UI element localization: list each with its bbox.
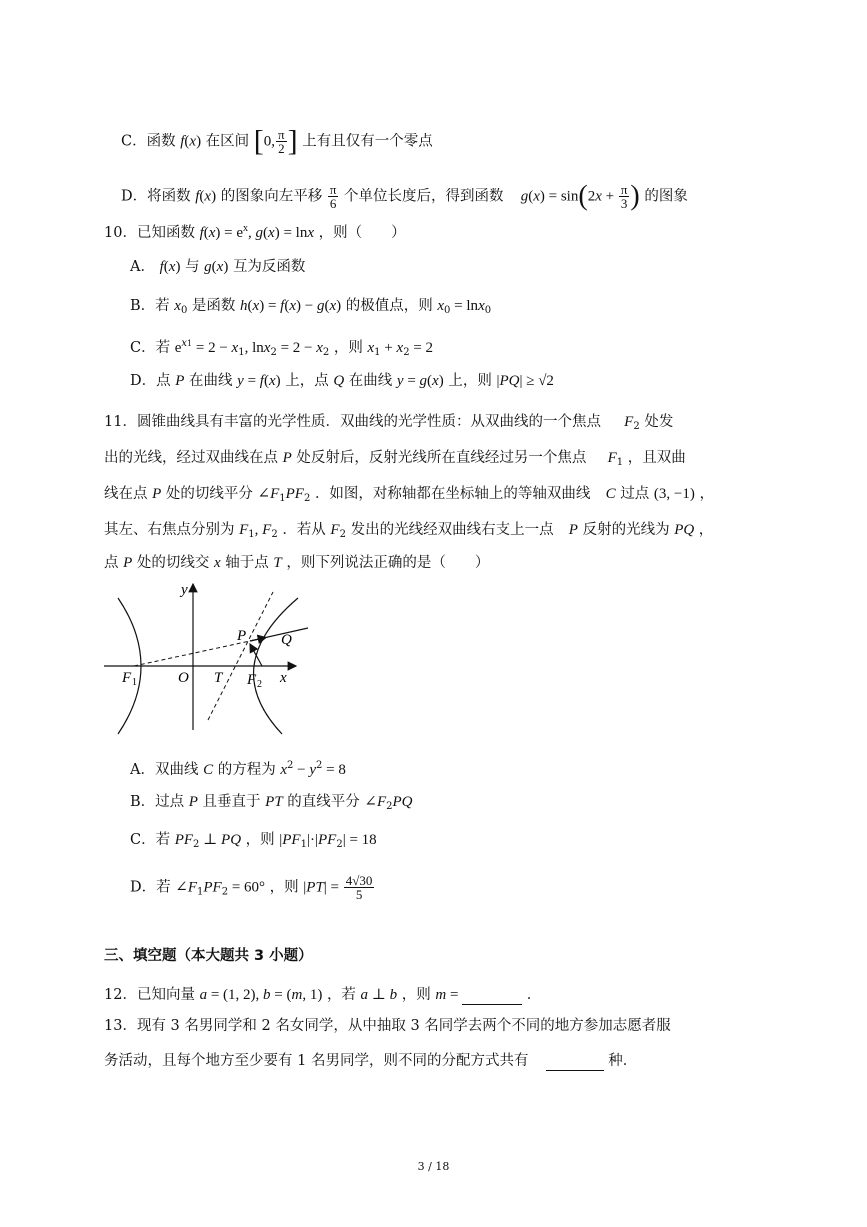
label-q: Q bbox=[281, 632, 292, 648]
q10-option-b: B．若 $x_0$ 是函数 h(x) = f(x) − g(x) 的极值点，则 $x_0 = \ln x_0$ bbox=[130, 298, 492, 316]
q9-option-c: C．函数 f(x) 在区间 [0, $\frac{\pi}{2}$ ] 上有且仅有一个零点 bbox=[121, 124, 433, 158]
q9-option-d: D．将函数 f(x) 的图象向左平移 $\frac{\pi}{6}$ 个单位长度后，得到函数 g(x) = sin(2x + $\frac{\pi}{3}$ ) 的图象 bbox=[121, 180, 688, 212]
q12-answer-blank[interactable] bbox=[462, 988, 522, 1005]
label-o: O bbox=[178, 670, 189, 686]
q11-line-1: 11．圆锥曲线具有丰富的光学性质．双曲线的光学性质：从双曲线的一个焦点 $F_2$ 处发 bbox=[104, 414, 674, 432]
q10-option-d: D．点 P 在曲线 y = f(x) 上，点 Q 在曲线 y = g(x) 上，则 |PQ| ≥ √2 bbox=[130, 373, 554, 389]
q10-option-a: A． f(x) 与 g(x) 互为反函数 bbox=[130, 259, 306, 275]
q13-answer-blank[interactable] bbox=[546, 1054, 604, 1071]
hyperbola-figure bbox=[100, 578, 310, 738]
q11-line-2: 出的光线，经过双曲线在点 P 处反射后，反射光线所在直线经过另一个焦点 $F_1$ ，且双曲 bbox=[104, 450, 686, 468]
q11-option-a: A．双曲线 C 的方程为 $x^2 - y^2 = 8$ bbox=[130, 760, 346, 778]
section-3-heading: 三、填空题（本大题共 3 小题） bbox=[104, 948, 313, 964]
ray-f1-to-p bbox=[134, 641, 250, 666]
label-f1: F bbox=[122, 670, 132, 686]
q11-option-d: D．若 $\angle F_1PF_2 = 60^\circ$ ，则 |PT| = $\frac{4√30}{5}$ bbox=[130, 873, 373, 902]
q11-line-4: 其左、右焦点分别为 $F_1$, $F_2$ ．若从 $F_2$ 发出的光线经双曲线右支上一点 P 反射的光线为 PQ ， bbox=[104, 522, 714, 540]
label-y: y bbox=[181, 582, 188, 598]
tangent-line bbox=[208, 592, 273, 720]
page-number: 3 / 18 bbox=[417, 1160, 450, 1173]
q11-option-c: C．若 $PF_2$ ⊥ PQ ，则 $|PF_1|\cdot|PF_2| = 18$ bbox=[130, 832, 377, 850]
label-t: T bbox=[214, 670, 223, 686]
q11-line-3: 线在点 P 处的切线平分 $\angle F_1PF_2$ ．如图，对称轴都在坐标轴上的等轴双曲线 C 过点 (3, −1) ， bbox=[104, 486, 714, 504]
q11-option-b: B．过点 P 且垂直于 PT 的直线平分 $\angle F_2PQ$ bbox=[130, 794, 413, 812]
ray-f2-to-p bbox=[250, 644, 262, 666]
q11-line-5: 点 P 处的切线交 x 轴于点 T ，则下列说法正确的是（ ） bbox=[104, 555, 490, 571]
q13-line-1: 13．现有 3 名男同学和 2 名女同学，从中抽取 3 名同学去两个不同的地方参加志愿者服 bbox=[104, 1018, 671, 1034]
q10-option-c: C．若 $e^{x1} = 2 - x_1$, $\ln x_2 = 2 - x_2$ ，则 $x_1 + x_2 = 2$ bbox=[130, 338, 434, 358]
label-f1-sub: 1 bbox=[132, 677, 137, 688]
q13-line-2: 务活动，且每个地方至少要有 1 名男同学，则不同的分配方式共有 种． bbox=[104, 1053, 638, 1069]
label-f2-sub: 2 bbox=[257, 679, 262, 690]
label-f2: F bbox=[247, 672, 257, 688]
label-p: P bbox=[237, 628, 247, 644]
label-x: x bbox=[280, 670, 287, 686]
ray-p-to-q-arrow bbox=[250, 638, 266, 642]
q12: 12．已知向量 a = (1, 2), b = (m, 1) ，若 a ⊥ b ，则 m = ． bbox=[104, 987, 542, 1003]
q10-stem: 10．已知函数 $f(x) = e^x$, g(x) = lnx ，则（ ） bbox=[104, 223, 406, 241]
